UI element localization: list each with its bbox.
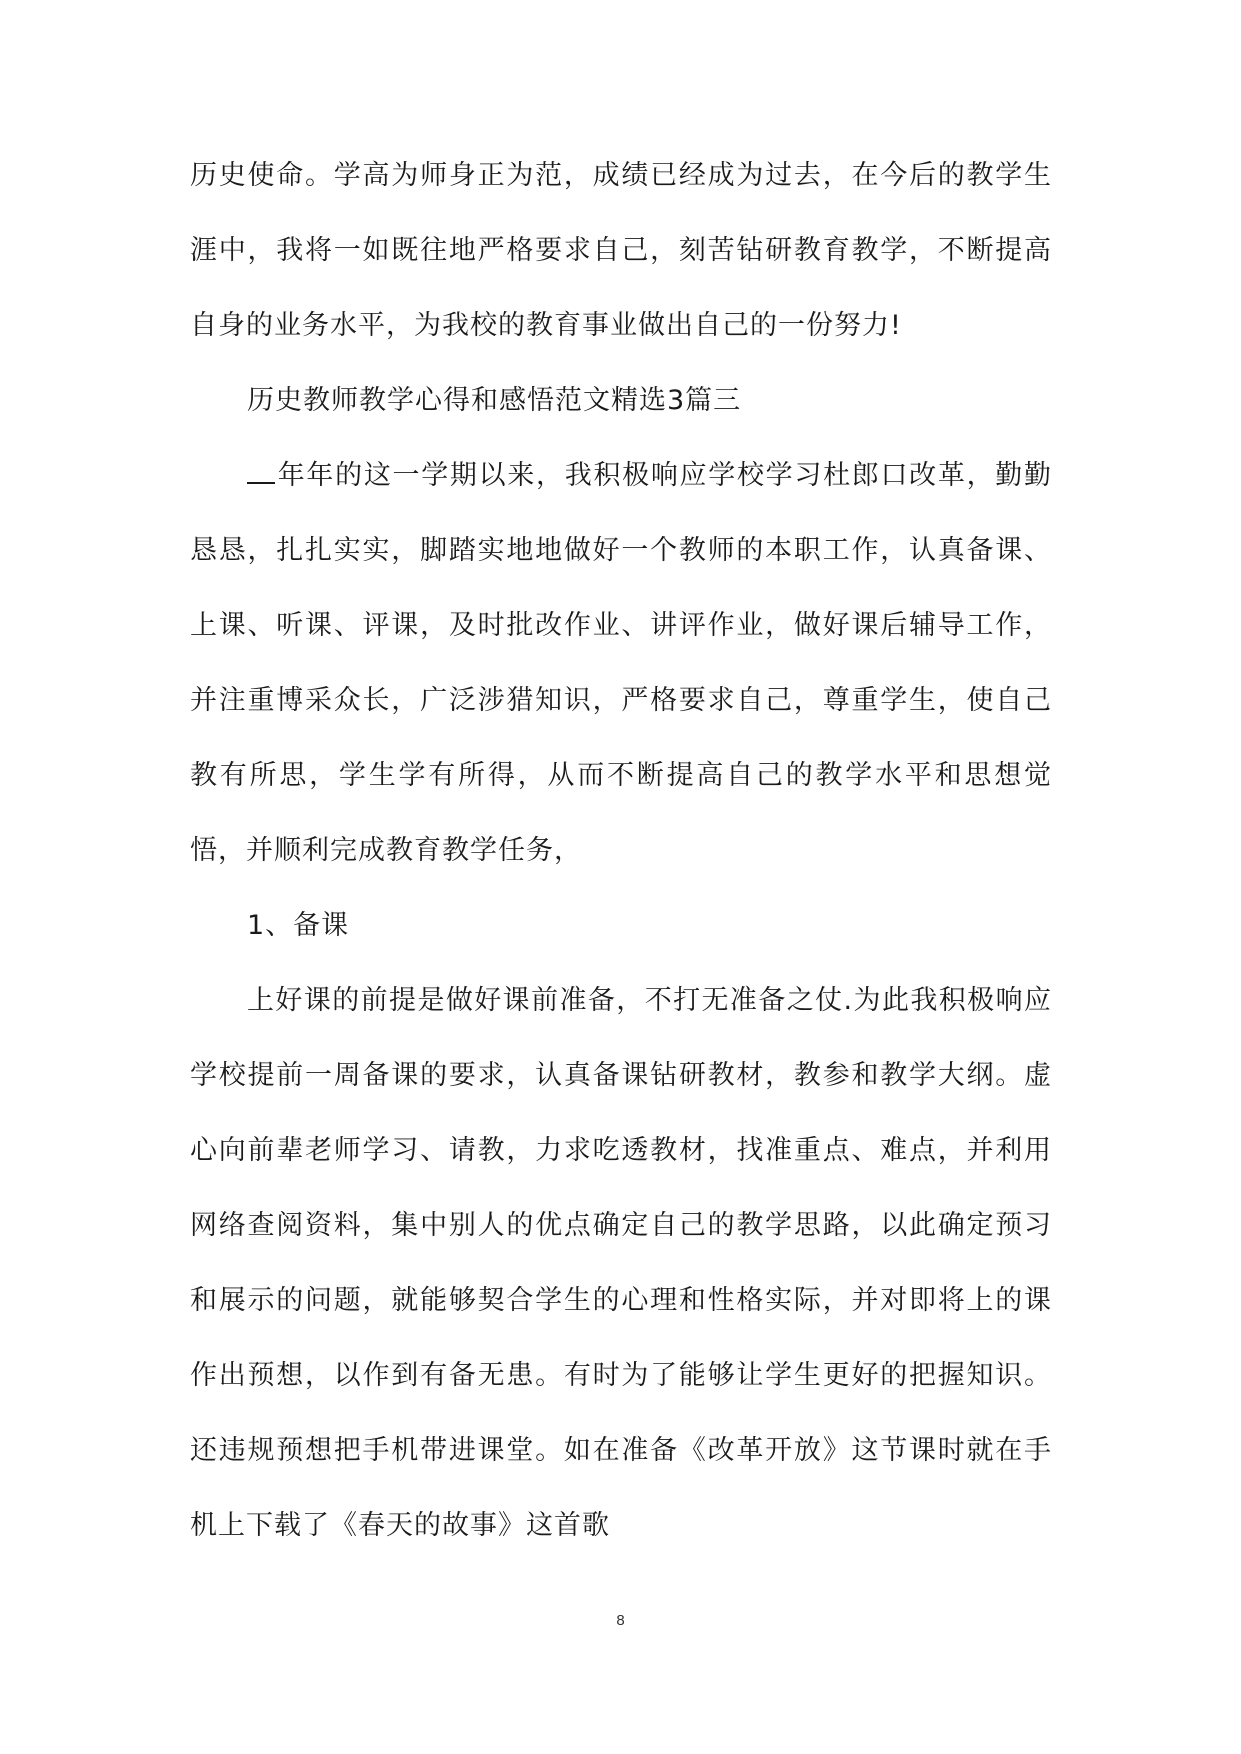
blank-fill-line xyxy=(247,480,275,484)
page-number: 8 xyxy=(616,1612,625,1629)
section-heading: 历史教师教学心得和感悟范文精选3篇三 xyxy=(247,385,742,416)
paragraph-intro-text: 年年的这一学期以来，我积极响应学校学习杜郎口改革，勤勤恳恳，扎扎实实，脚踏实地地做好一个教师的本职工作，认真备课、上课、听课、评课，及时批改作业、讲评作业，做好课后辅导工作，并注重博采众长，广泛涉猎知识，严格要求自己，尊重学生，使自己教有所思，学生学有所得，从而不断提高自己的教学水平和思想觉悟，并顺利完成教育教学任务， xyxy=(190,460,1052,866)
paragraph-conclusion: 历史使命。学高为师身正为范，成绩已经成为过去，在今后的教学生涯中，我将一如既往地严格要求自己，刻苦钻研教育教学，不断提高自身的业务水平，为我校的教育事业做出自己的一份努力! xyxy=(190,160,1052,341)
paragraph-intro xyxy=(190,438,1052,888)
paragraph-lesson-prep: 上好课的前提是做好课前准备，不打无准备之仗.为此我积极响应学校提前一周备课的要求，认真备课钻研教材，教参和教学大纲。虚心向前辈老师学习、请教，力求吃透教材，找准重点、难点，并利用网络查阅资料，集中别人的优点确定自己的教学思路，以此确定预习和展示的问题，就能够契合学生的心理和性格实际，并对即将上的课作出预想，以作到有备无患。有时为了能够让学生更好的把握知识。还违规预想把手机带进课堂。如在准备《改革开放》这节课时就在手机上下载了《春天的故事》这首歌 xyxy=(190,985,1052,1541)
document-body xyxy=(190,138,1052,1563)
subsection-heading: 1、备课 xyxy=(247,910,350,941)
